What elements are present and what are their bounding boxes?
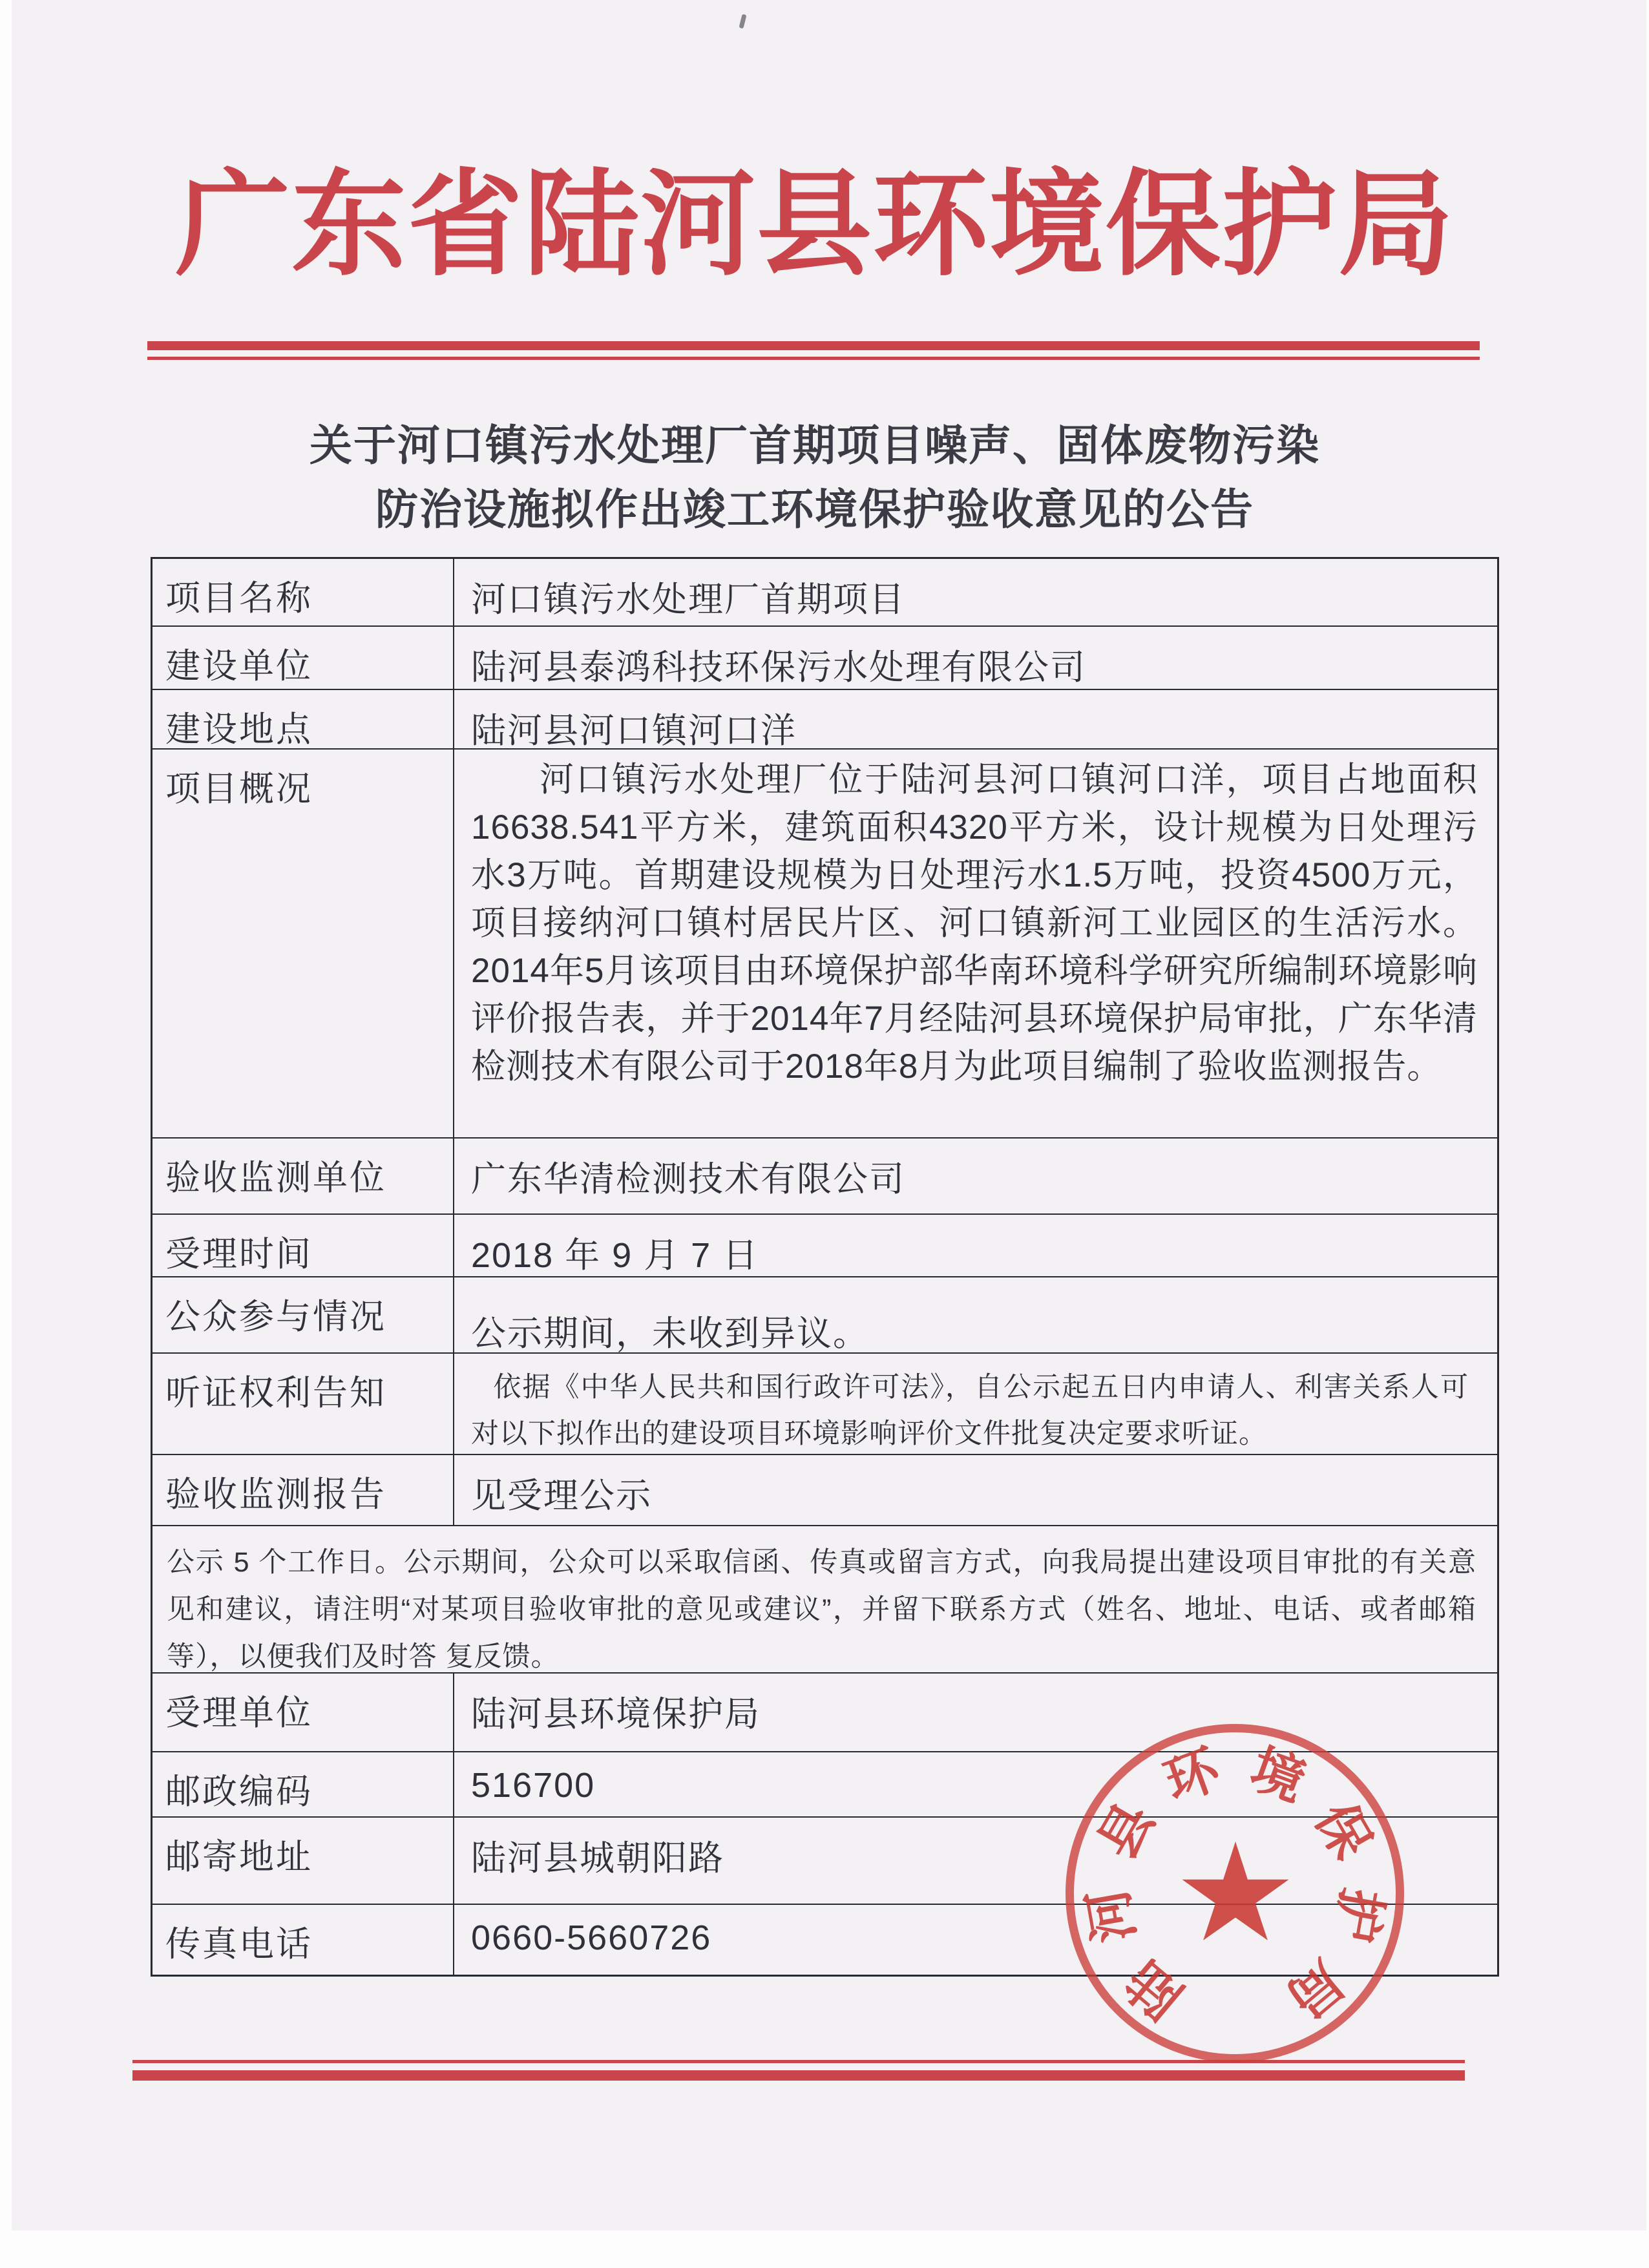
row-label: 验收监测报告 — [152, 1455, 454, 1525]
row-value: 陆河县泰鸿科技环保污水处理有限公司 — [471, 648, 1086, 687]
footer-rule-thick — [132, 2070, 1465, 2081]
stamp-char: 环 — [1157, 1739, 1227, 1812]
table-row — [152, 625, 1497, 689]
row-value: 见受理公示 — [471, 1476, 652, 1515]
table-row — [152, 1137, 1497, 1213]
row-value: 河口镇污水处理厂首期项目 — [471, 580, 905, 619]
header-rule-thick — [147, 341, 1480, 350]
org-title: 广东省陆河县环境保护局 — [175, 162, 1455, 289]
doc-title — [149, 414, 1481, 541]
doc-title-line-2: 防治设施拟作出竣工环境保护验收意见的公告 — [375, 485, 1254, 533]
row-label: 项目名称 — [152, 559, 454, 625]
stamp-char: 县 — [1087, 1792, 1166, 1869]
row-label: 项目概况 — [152, 750, 454, 1137]
stamp-char: 河 — [1078, 1884, 1146, 1946]
row-value: 2018 年 9 月 7 日 — [471, 1236, 759, 1275]
row-value: 公示期间，未收到异议。 — [471, 1314, 869, 1353]
row-value: 0660-5660726 — [471, 1918, 712, 1957]
doc-title-line-1: 关于河口镇污水处理厂首期项目噪声、固体废物污染 — [310, 421, 1320, 469]
row-label: 受理单位 — [152, 1674, 454, 1751]
table-row — [152, 1454, 1497, 1525]
stamp-char: 保 — [1304, 1792, 1382, 1869]
header-rule-thin — [147, 357, 1480, 360]
table-row — [152, 1276, 1497, 1352]
row-value: 516700 — [471, 1766, 596, 1805]
note-cell: 公示 5 个工作日。公示期间，公众可以采取信函、传真或留言方式，向我局提出建设项目审批的有关意见和建议，请注明“对某项目验收审批的意见或建议”，并留下联系方式（姓名、地址、电话、或者邮箱等），以便我们及时答 复反馈。 — [167, 1547, 1476, 1672]
row-label: 建设地点 — [152, 690, 454, 748]
stamp-char: 护 — [1324, 1884, 1392, 1946]
row-value: 陆河县河口镇河口洋 — [471, 711, 797, 750]
stamp-char: 陆 — [1115, 1949, 1194, 2029]
row-label: 传真电话 — [152, 1905, 454, 1975]
row-label: 验收监测单位 — [152, 1139, 454, 1213]
table-row — [152, 689, 1497, 748]
row-label: 听证权利告知 — [152, 1354, 454, 1454]
row-value: 陆河县环境保护局 — [471, 1695, 761, 1734]
row-label: 公众参与情况 — [152, 1277, 454, 1352]
table-row — [152, 1352, 1497, 1454]
row-value: 河口镇污水处理厂位于陆河县河口镇河口洋，项目占地面积16638.541平方米，建筑面积4320平方米，设计规模为日处理污水3万吨。首期建设规模为日处理污水1.5万吨，投资4500万元，项目接纳河口镇村居民片区、河口镇新河工业园区的生活污水。2014年5月该项目由环境保护部华南环境科学研究所编制环境影响评价报告表，并于2014年7月经陆河县环境保护局审批，广东华清检测技术有限公司于2018年8月为此项目编制了验收监测报告。 — [471, 761, 1478, 1086]
row-label: 受理时间 — [152, 1215, 454, 1276]
row-value: 广东华清检测技术有限公司 — [471, 1160, 905, 1199]
stamp-char: 境 — [1243, 1739, 1313, 1812]
stamp-char: 局 — [1276, 1949, 1355, 2029]
table-row — [152, 559, 1497, 625]
row-label: 邮寄地址 — [152, 1818, 454, 1904]
row-value: 依据《中华人民共和国行政许可法》，自公示起五日内申请人、利害关系人可对以下拟作出的建设项目环境影响评价文件批复决定要求听证。 — [471, 1372, 1469, 1449]
row-label: 邮政编码 — [152, 1752, 454, 1816]
table-row — [152, 1525, 1497, 1672]
table-row — [152, 748, 1497, 1137]
table-row — [152, 1213, 1497, 1276]
row-value: 陆河县城朝阳路 — [471, 1839, 724, 1878]
row-label: 建设单位 — [152, 627, 454, 689]
